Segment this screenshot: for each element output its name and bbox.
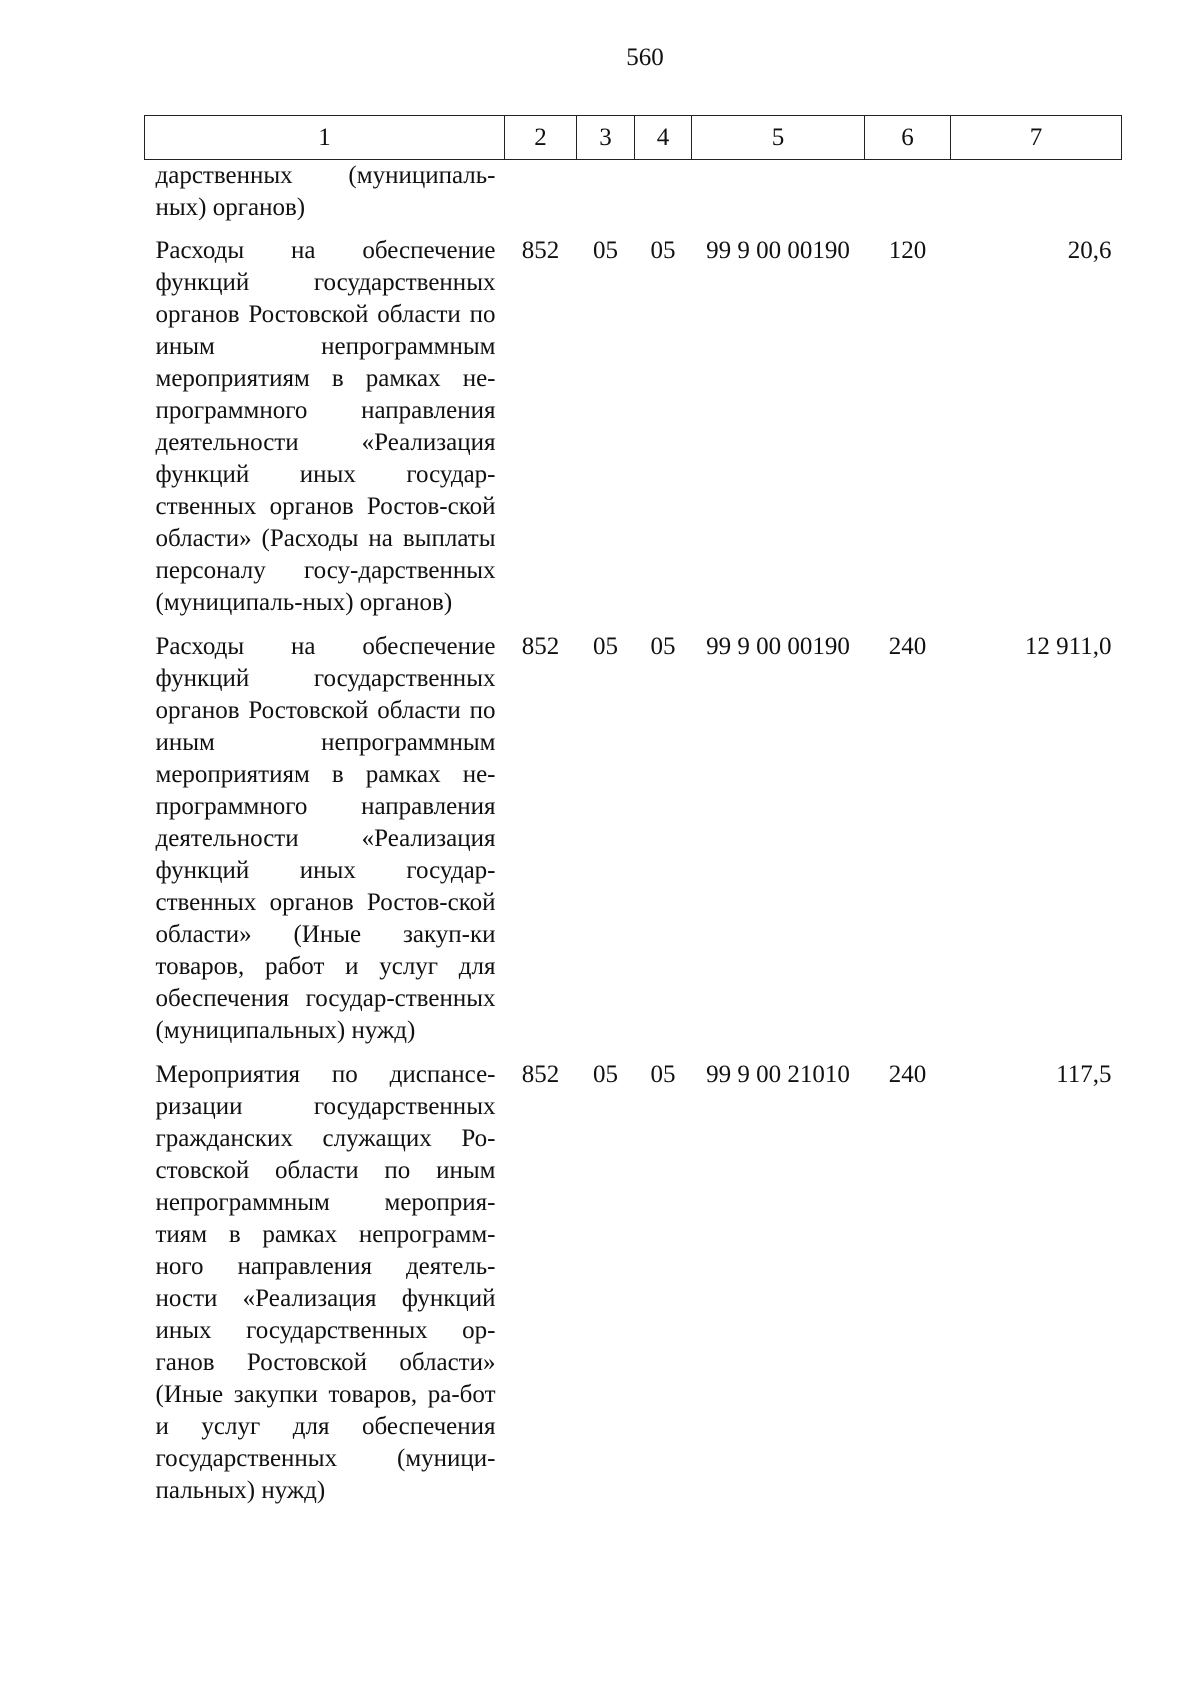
- header-col-4: 4: [635, 116, 692, 160]
- row-col-3: 05: [593, 633, 618, 660]
- row-col-7: 20,6: [1067, 237, 1112, 264]
- row-col-2: 852: [521, 1061, 560, 1088]
- continuation-description: дарственных (муниципаль-ных) органов): [155, 162, 496, 221]
- row-col-5: 99 9 00 21010: [706, 1061, 850, 1088]
- row-col-2: 852: [521, 237, 560, 264]
- row-col-2: 852: [521, 633, 560, 660]
- table-row: [145, 235, 1122, 631]
- row-col-6: 240: [888, 1061, 927, 1088]
- row-col-3: 05: [593, 1061, 618, 1088]
- table-row: [145, 631, 1122, 1059]
- header-col-1: 1: [145, 116, 505, 160]
- header-col-7: 7: [951, 116, 1122, 160]
- budget-table: [144, 115, 1122, 1519]
- row-col-6: 240: [888, 633, 927, 660]
- row-col-3: 05: [593, 237, 618, 264]
- page-number: 560: [626, 44, 664, 71]
- row-col-6: 120: [888, 237, 927, 264]
- header-col-2: 2: [505, 116, 577, 160]
- row-description: Мероприятия по диспансе-ризации государственных гражданских служащих Ро-стовской области по иным непрограммным мероприя-тиям в рамках непрограмм-ного направления деятель-ности «Реализация функций иных государственных ор-ганов Ростовской области» (Иные закупки товаров, ра-бот и услуг для обеспечения государственных (муници-пальных) нужд): [155, 1061, 496, 1504]
- row-col-4: 05: [650, 633, 676, 660]
- header-col-6: 6: [865, 116, 951, 160]
- row-description: Расходы на обеспечение функций государственных органов Ростовской области по иным непрограммным мероприятиям в рамках не-программного направления деятельности «Реализация функций иных государ-ственных органов Ростов-ской области» (Расходы на выплаты персоналу госу-дарственных (муниципаль-ных) органов): [155, 237, 496, 616]
- row-col-7: 12 911,0: [1024, 633, 1112, 660]
- header-col-3: 3: [577, 116, 635, 160]
- row-col-5: 99 9 00 00190: [706, 237, 850, 264]
- row-col-7: 117,5: [1056, 1061, 1112, 1088]
- table-header-row: [145, 116, 1122, 160]
- row-col-4: 05: [650, 1061, 676, 1088]
- table-row: [145, 1059, 1122, 1519]
- table-row-continuation: [145, 160, 1122, 236]
- header-col-5: 5: [692, 116, 865, 160]
- row-col-5: 99 9 00 00190: [706, 633, 850, 660]
- row-col-4: 05: [650, 237, 676, 264]
- row-description: Расходы на обеспечение функций государственных органов Ростовской области по иным непрограммным мероприятиям в рамках не-программного направления деятельности «Реализация функций иных государ-ственных органов Ростов-ской области» (Иные закуп-ки товаров, работ и услуг для обеспечения государ-ственных (муниципальных) нужд): [155, 633, 496, 1044]
